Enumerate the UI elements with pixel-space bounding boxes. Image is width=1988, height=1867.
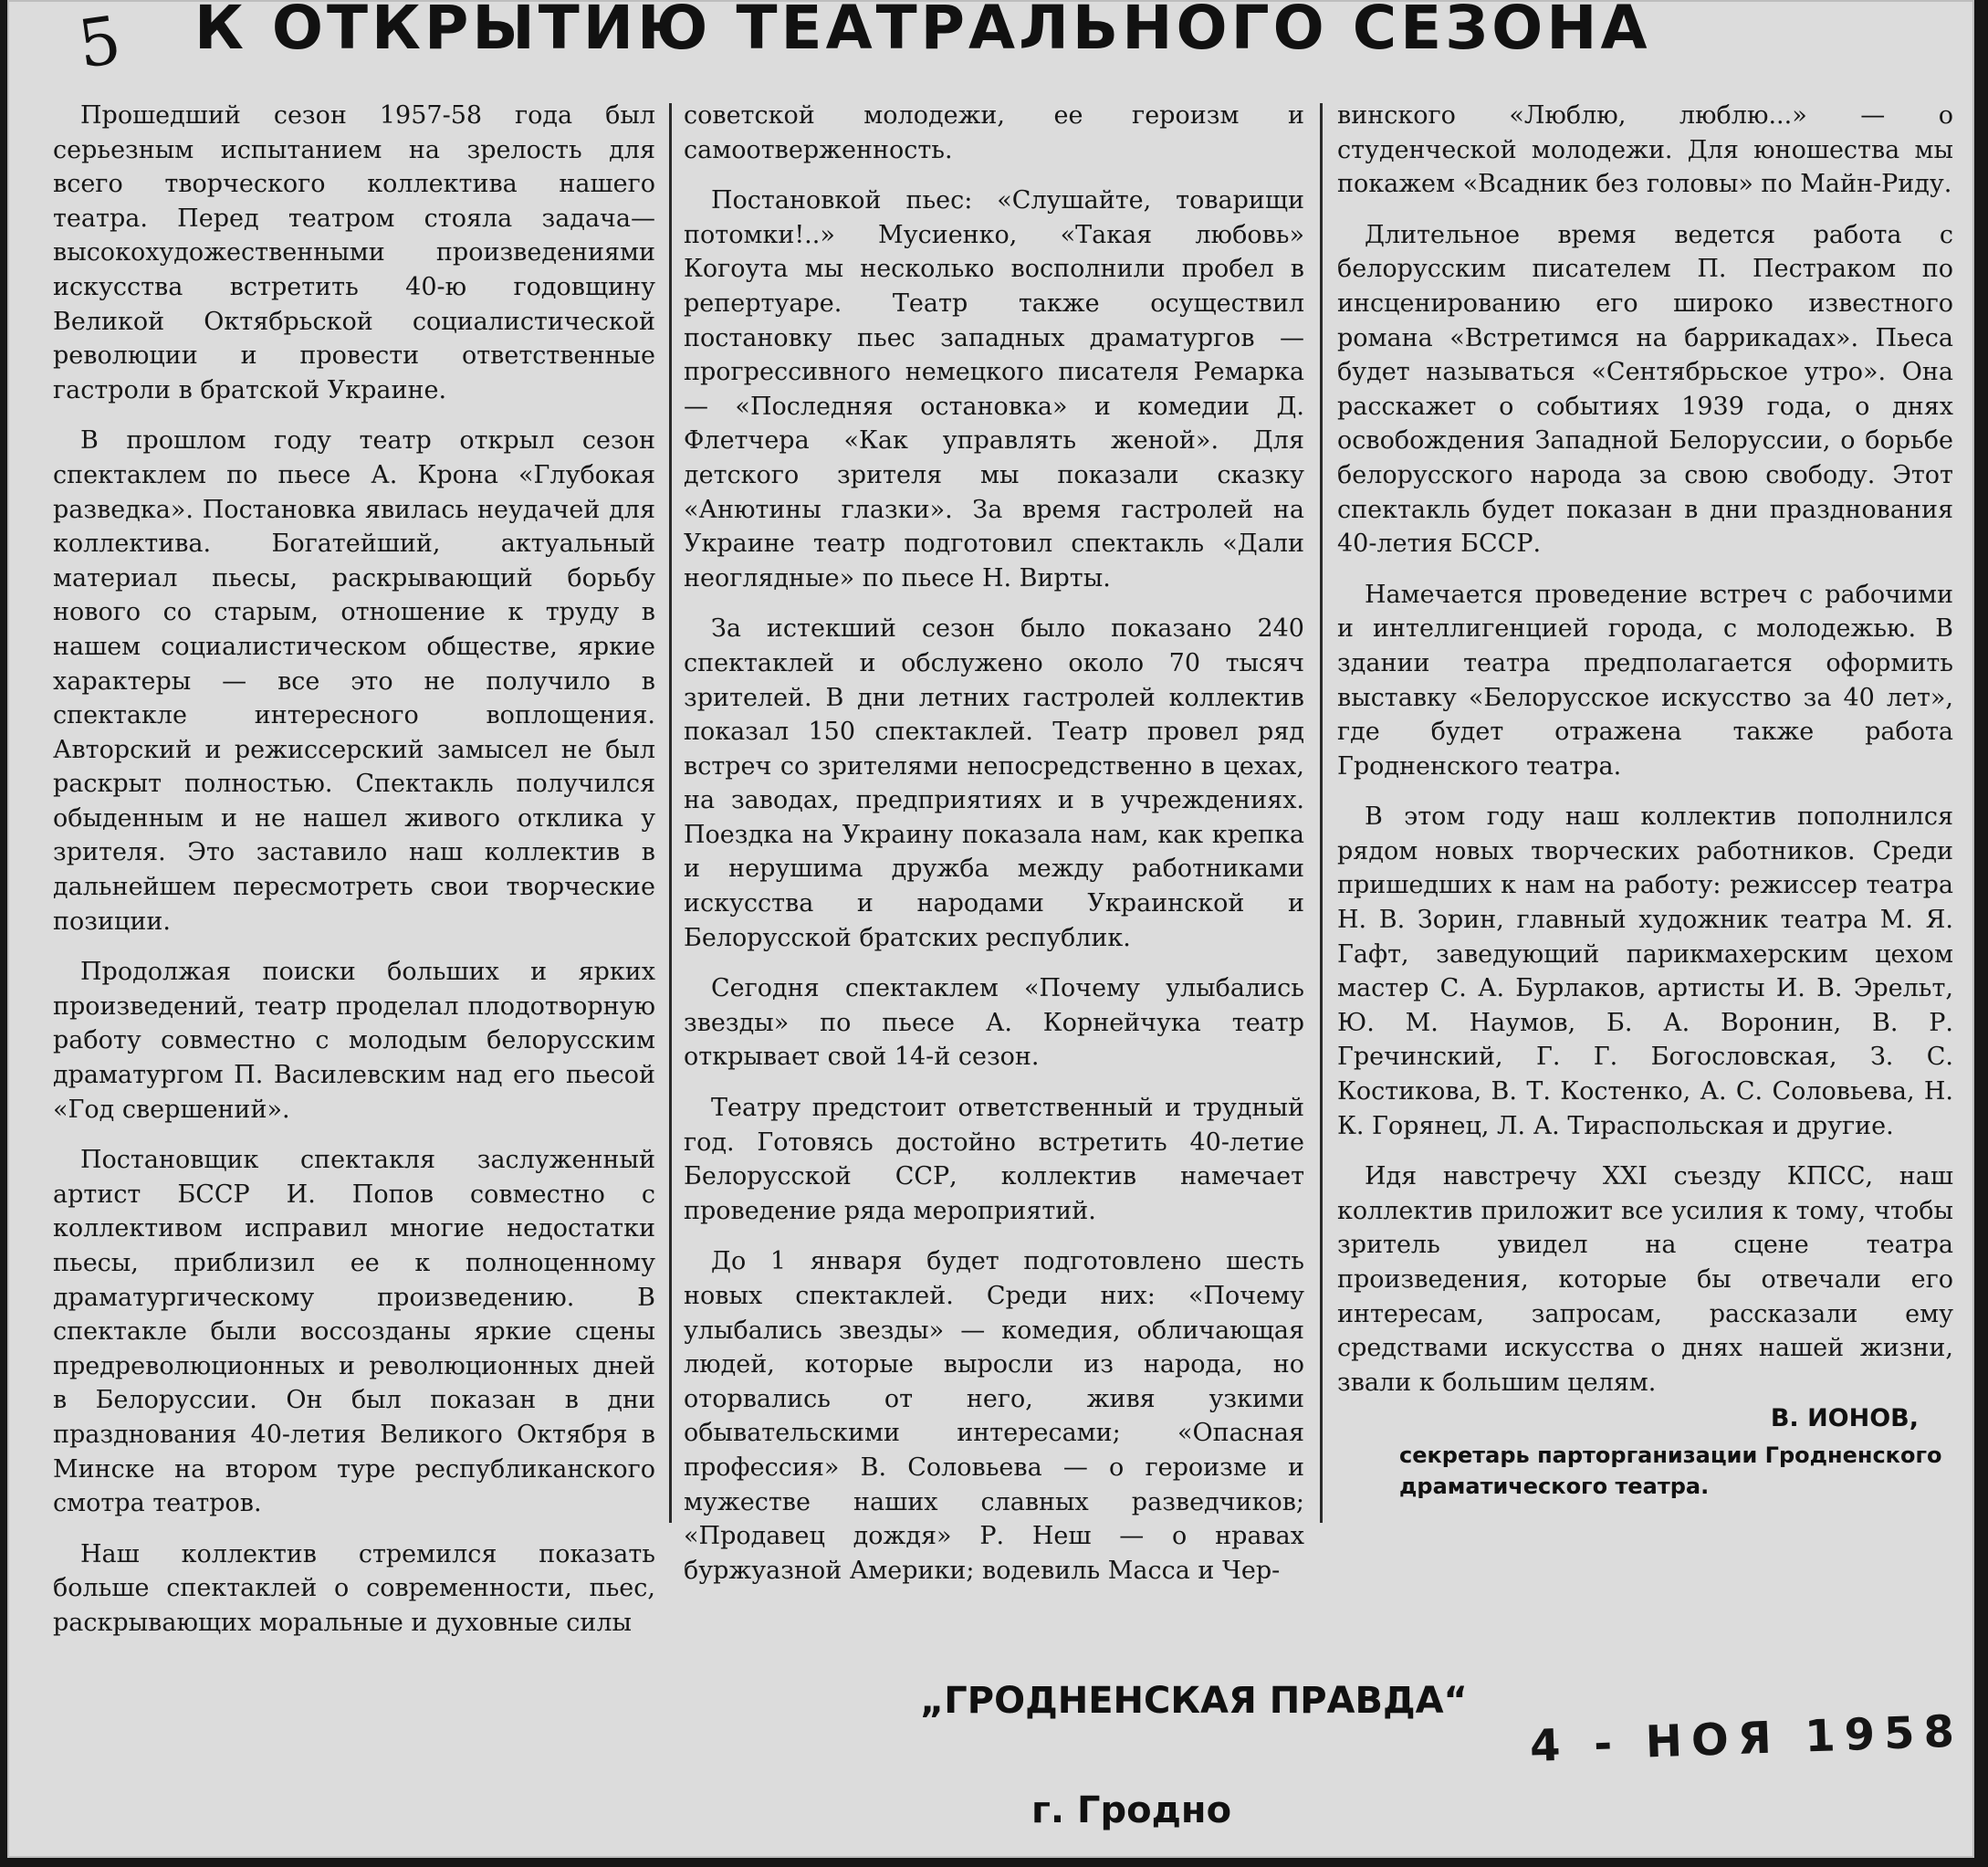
author-signature: В. ИОНОВ,	[1770, 1404, 1919, 1433]
paragraph: советской молодежи, ее героизм и самоотверженность.	[684, 101, 1304, 164]
corner-mark: 5	[73, 1, 126, 83]
column-3	[1337, 99, 1953, 1502]
paragraph: Намечается проведение встреч с рабочими и интеллигенцией города, с молодежью. В здании театра предполагается оформить выставку «Белорусское искусство за 40 лет», где будет отражена также работа Гродненского театра.	[1337, 580, 1953, 781]
newspaper-city: г. Гродно	[1031, 1789, 1232, 1831]
newspaper-clipping	[7, 0, 1974, 1858]
paragraph: Постановщик спектакля заслуженный артист БССР И. Попов совместно с коллективом исправил многие недостатки пьесы, приблизил ее к полноценному драматургическому произведению. В спектакле были воссозданы яркие сцены предреволюционных и революционных дней в Белоруссии. Он был показан в дни празднования 40-летия Великого Октября в Минске на втором туре республиканского смотра театров.	[53, 1146, 655, 1518]
column-1	[53, 99, 655, 1641]
headline: К ОТКРЫТИЮ ТЕАТРАЛЬНОГО СЕЗОНА	[194, 0, 1651, 63]
date-stamp: 4 - НОЯ 1958	[1529, 1705, 1964, 1772]
paragraph: Постановкой пьес: «Слушайте, товарищи потомки!..» Мусиенко, «Такая любовь» Когоута мы несколько восполнили пробел в репертуаре. Театр также осуществил постановку пьес западных драматургов — прогрессивного немецкого писателя Ремарка — «Последняя остановка» и комедии Д. Флетчера «Как управлять женой». Для детского зрителя мы показали сказку «Анютины глазки». За время гастролей на Украине театр подготовил спектакль «Дали неоглядные» по пьесе Н. Вирты.	[684, 186, 1304, 593]
column-divider	[669, 103, 672, 1523]
article-body	[53, 99, 1961, 1637]
paragraph: Длительное время ведется работа с белорусским писателем П. Пестраком по инсценированию его широко известного романа «Встретимся на баррикадах». Пьеса будет называться «Сентябрьское утро». Она расскажет о событиях 1939 года, о днях освобождения Западной Белоруссии, о борьбе белорусского народа за свою свободу. Этот спектакль будет показан в дни празднования 40-летия БССР.	[1337, 220, 1953, 559]
paragraph: Продолжая поиски больших и ярких произведений, театр проделал плодотворную работу совместно с молодым белорусским драматургом П. Василевским над его пьесой «Год свершений».	[53, 958, 655, 1124]
newspaper-name: „ГРОДНЕНСКАЯ ПРАВДА“	[920, 1680, 1468, 1722]
paragraph: Прошедший сезон 1957-58 года был серьезным испытанием на зрелость для всего творческого коллектива нашего театра. Перед театром стояла задача—высокохудожественными произведениями искусства встретить 40-ю годовщину Великой Октябрьской социалистической революции и провести ответственные гастроли в братской Украине.	[53, 101, 655, 404]
paragraph: винского «Люблю, люблю...» — о студенческой молодежи. Для юношества мы покажем «Всадник без головы» по Майн-Риду.	[1337, 101, 1953, 199]
paragraph: За истекший сезон было показано 240 спектаклей и обслужено около 70 тысяч зрителей. В дни летних гастролей коллектив показал 150 спектаклей. Театр провел ряд встреч со зрителями непосредственно в цехах, на заводах, предприятиях и в учреждениях. Поездка на Украину показала нам, как крепка и нерушима дружба между работниками искусства и народами Украинской и Белорусской братских республик.	[684, 614, 1304, 952]
paragraph: Театру предстоит ответственный и трудный год. Готовясь достойно встретить 40-летие Белорусской ССР, коллектив намечает проведение ряда мероприятий.	[684, 1094, 1304, 1225]
paragraph: Сегодня спектаклем «Почему улыбались звезды» по пьесе А. Корнейчука театр открывает свой 14-й сезон.	[684, 974, 1304, 1072]
column-2	[684, 99, 1304, 1588]
paragraph: В прошлом году театр открыл сезон спектаклем по пьесе А. Крона «Глубокая разведка». Постановка явилась неудачей для коллектива. Богатейший, актуальный материал пьесы, раскрывающий борьбу нового со старым, отношение к труду в нашем социалистическом обществе, яркие характеры — все это не получило в спектакле интересного воплощения. Авторский и режиссерский замысел не был раскрыт полностью. Спектакль получился обыденным и не нашел живого отклика у зрителя. Это заставило наш коллектив в дальнейшем пересмотреть свои творческие позиции.	[53, 426, 655, 936]
author-position: секретарь парторганизации Гродненского драматического театра.	[1399, 1442, 1942, 1499]
column-divider	[1320, 103, 1323, 1523]
paragraph: Наш коллектив стремился показать больше спектаклей о современности, пьес, раскрывающих моральные и духовные силы	[53, 1539, 655, 1637]
paragraph: Идя навстречу XXI съезду КПСС, наш коллектив приложит все усилия к тому, чтобы зритель увидел на сцене театра произведения, которые бы отвечали его интересам, запросам, рассказали ему средствами искусства о днях нашей жизни, звали к большим целям.	[1337, 1162, 1953, 1397]
paragraph: До 1 января будет подготовлено шесть новых спектаклей. Среди них: «Почему улыбались звезды» — комедия, обличающая людей, которые выросли из народа, но оторвались от него, живя узкими обывательскими интересами; «Опасная профессия» В. Соловьева — о героизме и мужестве наших славных разведчиков; «Продавец дождя» Р. Неш — о нравах буржуазной Америки; водевиль Масса и Чер-	[684, 1247, 1304, 1585]
paragraph: В этом году наш коллектив пополнился рядом новых творческих работников. Среди пришедших к нам на работу: режиссер театра Н. В. Зорин, главный художник театра М. Я. Гафт, заведующий парикмахерским цехом мастер С. А. Бурлаков, артисты И. В. Эрельт, Ю. М. Наумов, Б. А. Воронин, В. Р. Гречинский, Г. Г. Богословская, З. С. Костикова, В. Т. Костенко, А. С. Соловьева, Н. К. Горянец, Л. А. Тираспольская и другие.	[1337, 802, 1953, 1140]
